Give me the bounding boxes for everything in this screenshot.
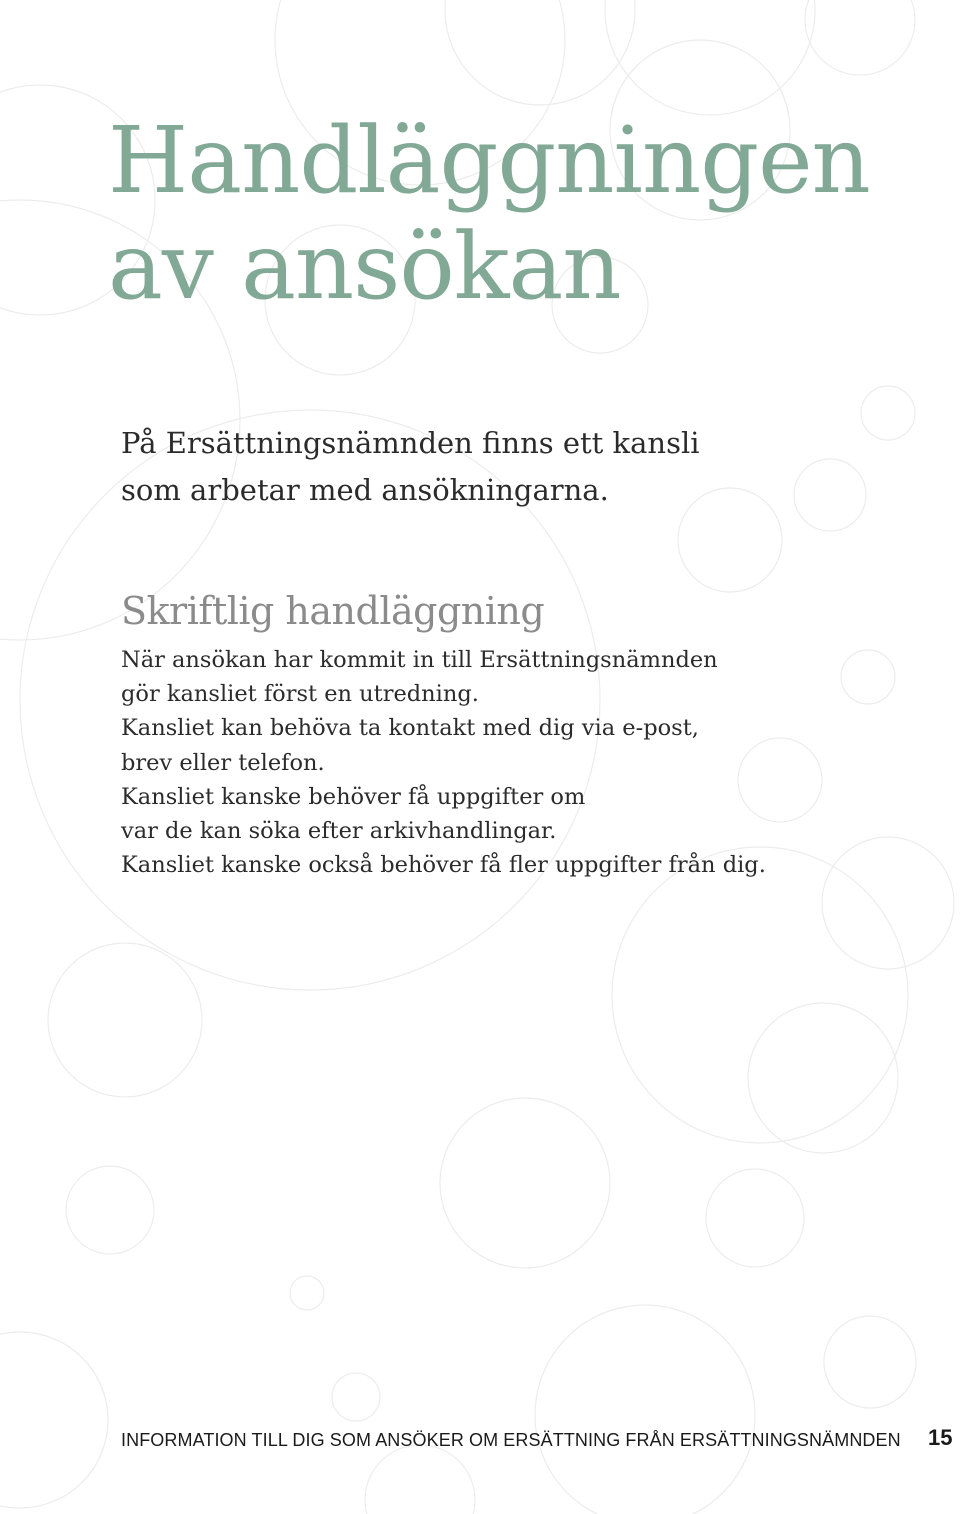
decor-circle	[612, 847, 908, 1143]
decor-circle	[822, 837, 954, 969]
decor-circle	[440, 1098, 610, 1268]
decor-circle	[824, 1316, 916, 1408]
body-line-6: var de kan söka efter arkivhandlingar.	[121, 818, 557, 845]
body-line-4: brev eller telefon.	[121, 749, 325, 776]
decor-circle	[445, 0, 635, 105]
page-title-line-1: Handläggningen	[108, 107, 870, 214]
page-title-line-2: av ansökan	[108, 213, 621, 320]
decor-circle	[861, 386, 915, 440]
body-line-1: När ansökan har kommit in till Ersättningsnämnden	[121, 647, 718, 673]
decor-circle	[748, 1003, 898, 1153]
body-line-3: Kansliet kan behöva ta kontakt med dig via e-post,	[121, 715, 699, 742]
decor-circle	[66, 1166, 154, 1254]
decor-circle	[535, 1305, 755, 1514]
page-title	[108, 108, 870, 320]
page-number: 15	[928, 1425, 953, 1450]
decor-circle	[805, 0, 915, 75]
body-line-5: Kansliet kanske behöver få uppgifter om	[121, 783, 586, 810]
body-line-2: gör kansliet först en utredning.	[121, 681, 479, 708]
decor-circle	[290, 1276, 324, 1310]
section-heading: Skriftlig handläggning	[121, 589, 545, 633]
intro-line-2: som arbetar med ansökningarna.	[121, 473, 609, 507]
decor-circle	[48, 943, 202, 1097]
decor-circle	[706, 1169, 804, 1267]
intro-paragraph	[121, 420, 700, 514]
running-footer: INFORMATION TILL DIG SOM ANSÖKER OM ERSÄTTNING FRÅN ERSÄTTNINGSNÄMNDEN	[121, 1430, 901, 1450]
decor-circle	[794, 459, 866, 531]
decor-circle	[332, 1373, 380, 1421]
body-line-7: Kansliet kanske också behöver få fler uppgifter från dig.	[121, 852, 766, 879]
decor-circle	[365, 1445, 475, 1514]
intro-line-1: På Ersättningsnämnden finns ett kansli	[121, 426, 700, 460]
decor-circle	[0, 1332, 108, 1508]
section-body	[121, 643, 766, 882]
decor-circle	[841, 650, 895, 704]
